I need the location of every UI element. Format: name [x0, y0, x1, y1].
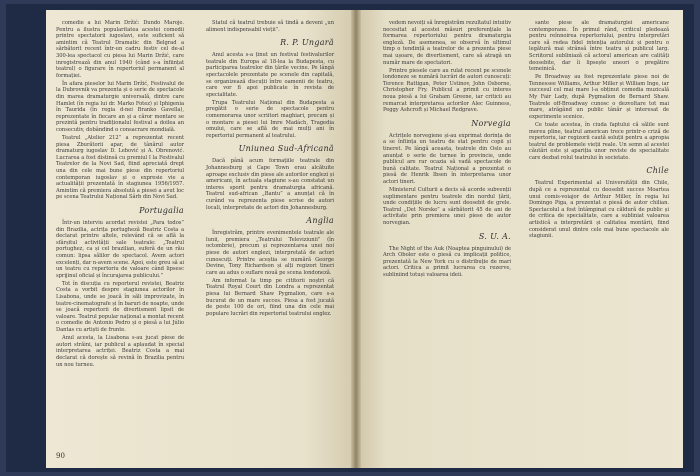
- paragraph: Înregistrăm, printre evenimentele teatrale ale lunii, premiera „Teatrului Televiziunii” (în octombrie), precum și reprezentarea unei noi piese de autori englezi, interpretată de actori cunoscuți. Printre aceștia se numără George Devine, Tony Richardson și alți regizori tineri care au adus o suflare nouă pe scena londoneză.: [206, 230, 334, 276]
- left-page-column-2: [206, 20, 334, 319]
- paragraph: Ministerul Culturii a decis să acorde subvenții suplimentare pentru teatrele din nordul țării, unde condițiile de lucru sunt deosebit de grele. Teatrul „Det Norske” a sărbătorit 45 de ani de activitate prin premiera unei piese de autor norvegian.: [383, 187, 511, 227]
- paragraph: Statul că teatrul trebuie să tindă a deveni „un aliment indispensabil vieții”.: [206, 20, 334, 33]
- paragraph: comedie a lui Marin Držić: Dundo Maroje. Pentru a ilustra popularitatea acestei comedii printre spectatorii iugoslavi, este suficient să amintim că Teatrul Dramatic din Belgrad a sărbătorit recent într-un cadru festiv cel de-al 300-lea spectacol cu piesa lui Marin Držić, care inregistrează din anul 1940 (când s-a înființat teatrul) o figurare în repertoriul permanent al formației.: [56, 20, 184, 79]
- section-heading: Portugalia: [139, 206, 184, 216]
- paragraph: sante piese ale dramaturgiei americane contemporane. În primul rând, criticul pledează pentru reînnoirea repertoriului, pentru interpretări care să redea fidel intenția autorului și pentru o legătură mai strânsă între teatru și publicul larg. Scriitorul subliniază că actorul american are calități deosebite, dar îi lipsește uneori o pregătire temeinică.: [529, 20, 669, 73]
- left-page-column-1: [56, 20, 184, 370]
- paragraph: Dacă până acum formațiile teatrale din Johannesburg și Cape Town erau alcătuite aproape exclusiv din piese ale autorilor englezi și americani, în actuala stagiune s-au constatat un interes sporit pentru dramaturgia africană. Teatrul sud-african „Bantu” a anunțat că în curând va reprezenta piese scrise de autori locali, interpretate de actori din Johannesburg.: [206, 158, 334, 211]
- right-page: [361, 10, 683, 468]
- section-heading: Norvegia: [471, 118, 511, 128]
- paragraph: Teatrul „Atelier 212” a reprezentat recent piesa Zburătorii apar, de tânărul autor dramaturg iugoslav D. Lebović și A. Obrenović. Lucrarea a fost distinsă cu premiul I la Festivalul Teatrelor de la Novi Sad, fiind apreciată drept una din cele mai bune piese din repertoriul contemporan iugoslav și o expresie vie a actualității prezentată în stagiunea 1956/1957. Amintim că premiera absolută a piesei a avut loc pe scena Teatrului Național Sârb din Novi Sad.: [56, 135, 184, 201]
- right-page-column-1: [383, 20, 511, 280]
- paragraph: Actrițele norvegiene și-au exprimat dorința de a se înființa un teatru de stat pentru copii și tineret. Pe lângă aceasta, teatrele din Oslo au anunțat o serie de turnee în provincie, unde publicul are rar ocazia să vadă spectacole de bună calitate. Teatrul Național a prezentat o piesă de Henrik Ibsen în interpretarea unor actori tineri.: [383, 132, 511, 185]
- section-heading: Anglia: [306, 216, 334, 226]
- paragraph: Teatrul Experimental al Universității din Chile, după ce a reprezentat cu deosebit succes Moartea unui comis-voiajor de Arthur Miller, în regia lui Domingo Piga, a prezentat o piesă de autor chilian. Spectacolul a fost întâmpinat cu căldură de public și de critica de specialitate, care a subliniat valoarea artistică a interpretării și calitatea montării, fiind considerat unul dintre cele mai bune spectacole ale stagiunii.: [529, 180, 669, 240]
- open-book: [6, 4, 694, 472]
- paragraph: Pe Broadway au fost reprezentate piese noi de Tennessee Williams, Arthur Miller și William Inge, iar succesul cel mai mare l-a obținut comedia muzicală My Fair Lady, după Pygmalion de Bernard Shaw. Teatrele off-Broadway cunosc o dezvoltare tot mai mare, atrăgând un public tânăr și interesat de experimente scenice.: [529, 74, 669, 120]
- paragraph: Într-un interviu acordat revistei „Para todos” din Brazilia, actrița portugheză Beatriz Costa a declarat printre altele, relevând că se află la sfârșitul activității sale teatrale: „Teatrul portughez, ca și cel brazilian, suferă de un rău comun: lipsa sălilor de spectacol. Avem actori excelenți, dar n-avem scene. Apoi, este greu să ai un teatru cu repertoriu de valoare când lipsesc sprijinul oficial și încurajarea publicului.”: [56, 220, 184, 279]
- paragraph: Anul acesta s-a ținut un festival festivalurilor teatrale din Europa al 18-lea la Budapesta, cu participarea teatrelor din țările vecine. Pe lângă spectacolele prezentate pe scenele din capitală, se organizează discuții între oamenii de teatru, care vor fi apoi publicate în revista de specialitate.: [206, 52, 334, 98]
- paragraph: Anul acesta, la Lisabona s-au jucat piese de autori străini, iar publicul a aplaudat în special interpretarea actriței. Beatriz Costa a mai declarat că dorește să revină în Brazilia pentru un nou turneu.: [56, 335, 184, 368]
- book-gutter: [351, 10, 361, 468]
- section-heading: Uniunea Sud-Africană: [238, 144, 334, 154]
- paragraph: Ce toate acestea, în ciuda faptului că sălile sunt mereu pline, teatrul american trece printr-o criză de repertoriu, iar regizorii caută soluții pentru a apropia teatrul de problemele vieții reale. Un semn al acestei căutări este și apariția unor reviste de specialitate care dezbat rolul teatrului în societate.: [529, 121, 669, 161]
- section-heading: Chile: [646, 166, 669, 176]
- paragraph: Tot în discuția cu reporterul revistei, Beatriz Costa a vorbit despre stagiunea actorilor în Lisabona, unde se joacă în săli improvizate, în teatre-cinematografe și în baruri de noapte, unde se joacă repertorii de divertisment lipsit de valoare. Teatrul popular național a montat recent o comedie de Antonio Pedro și o piesă a lui Júlio Dantas cu artiști de frunte.: [56, 280, 184, 334]
- paragraph: În afara pieselor lui Marin Držić, Festivalul de la Dubrovnik va prezenta și o serie de spectacole din marea dramaturgie universală, dintre care Hamlet (în regia lui dr. Marko Fotez) și Iphigenia în Taurida (în regia d-nei Branko Gavella), reprezentate în fiecare an și a căror montare se prezintă pentru tradiționalul festival a doilea an consecutiv, dobândind o consacrare mondială.: [56, 80, 184, 133]
- paragraph: Am informat la timp pe cititorii noștri că Teatrul Royal Court din Londra a reprezentat piesa lui Bernard Shaw Pygmalion, care s-a bucurat de un mare succes. Piesa a fost jucată de peste 100 de ori, fiind una din cele mai populare lucrări din repertoriul teatrului englez.: [206, 277, 334, 317]
- right-page-column-2: [529, 20, 669, 241]
- paragraph: vedem nevoiți să înregistrăm rezultatul intuitiv necesitat al acestei măsuri preferențiale la formarea repertoriului pentru dramaturgia engleză. De asemenea, se observă în ultimul timp o tendință a teatrelor de a prezenta piese mai ușoare, de divertisment, care să atragă un număr mare de spectatori.: [383, 20, 511, 66]
- paragraph: The Night of the Auk (Noaptea pinguinului) de Arch Oboler este o piesă cu implicații politice, prezentată la New York cu o distribuție de mari actori. Critica a primit lucrarea cu rezerve, subliniind totuși valoarea ideii.: [383, 245, 511, 278]
- section-heading: R. P. Ungară: [280, 38, 334, 48]
- paragraph: Printre piesele care au rulat recent pe scenele londoneze se numără lucrări de autori cunoscuți: Terence Rattigan, Peter Ustinov, John Osborne, Christopher Fry. Publicul a primit cu interes noua piesă a lui Graham Greene, iar criticii au remarcat interpretarea actorilor Alec Guinness, Peggy Ashcroft și Michael Redgrave.: [383, 67, 511, 114]
- paragraph: Trupa Teatrului Național din Budapesta a pregătit o serie de spectacole pentru comemorarea unor scriitori maghiari, precum și o montare a piesei lui Imre Madách, Tragedia omului, care se află de mai mulți ani în repertoriul permanent al teatrului.: [206, 99, 334, 139]
- left-page: [46, 10, 351, 468]
- page-number: 90: [56, 452, 65, 460]
- section-heading: S. U. A.: [478, 231, 511, 241]
